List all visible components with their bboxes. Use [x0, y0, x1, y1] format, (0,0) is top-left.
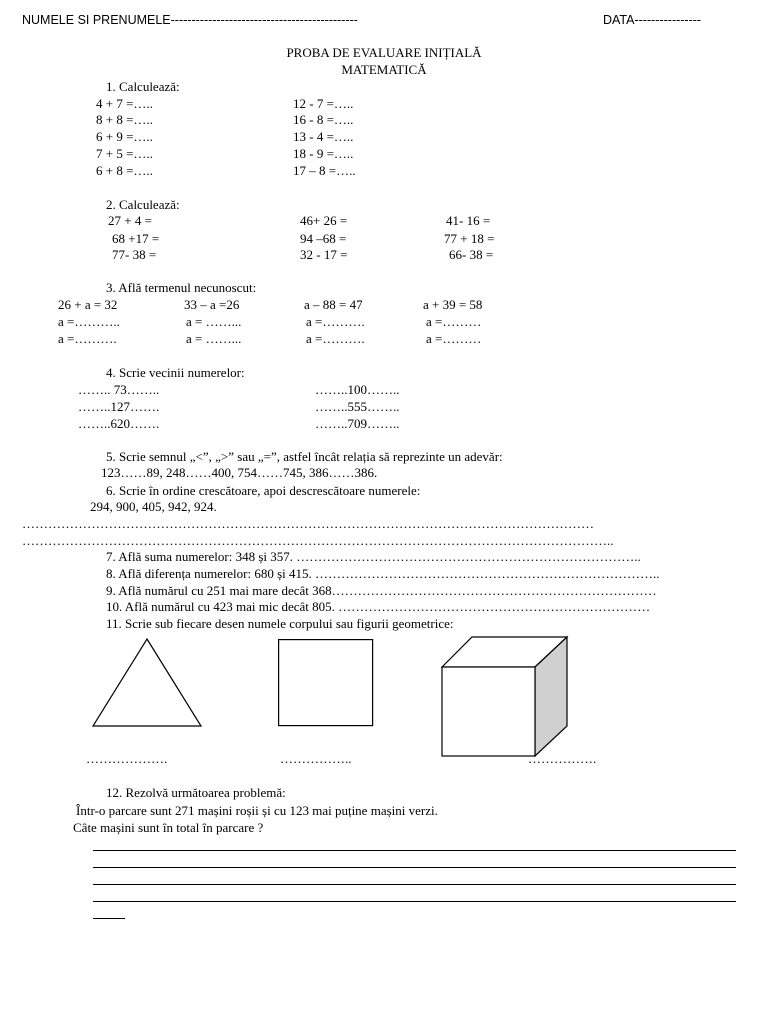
ex3-answer: a =………: [426, 314, 482, 329]
ex3-answer: a = ……...: [186, 314, 242, 329]
ex12-question: Câte mașini sunt în total în parcare ?: [73, 820, 264, 835]
ex5-heading: 5. Scrie semnul „<”, „>” sau „=”, astfel încât relația să reprezinte un adevăr:: [106, 449, 503, 464]
ex1-right-item: 17 – 8 =…..: [293, 163, 356, 178]
ex6-numbers: 294, 900, 405, 942, 924.: [90, 499, 217, 514]
ex4-item: ……..555……..: [315, 399, 400, 414]
ex3-answer: a =……….: [306, 314, 365, 329]
ex1-heading: 1. Calculează:: [106, 79, 180, 94]
ex3-equation: a – 88 = 47: [304, 297, 363, 312]
ex2-item: 68 +17 =: [112, 231, 160, 246]
answer-line: [93, 850, 736, 851]
ex4-heading: 4. Scrie vecinii numerelor:: [106, 365, 245, 380]
triangle-shape: [92, 638, 202, 728]
ex2-item: 77- 38 =: [112, 247, 157, 262]
ex2-item: 27 + 4 =: [108, 213, 152, 228]
ex1-left-item: 6 + 8 =…..: [96, 163, 153, 178]
ex2-item: 46+ 26 =: [300, 213, 348, 228]
ex12-heading: 12. Rezolvă următoarea problemă:: [106, 785, 286, 800]
ex1-right-item: 16 - 8 =…..: [293, 112, 354, 127]
cube-shape: [440, 635, 570, 757]
answer-line: [93, 884, 736, 885]
date-field-label: DATA----------------: [603, 13, 702, 27]
ex8-line: 8. Află diferența numerelor: 680 și 415. ……………………………………………………………………..: [106, 566, 660, 581]
shape-answer-blank: …………….: [528, 751, 597, 766]
ex4-item: …….. 73……..: [78, 382, 160, 397]
ex7-line: 7. Află suma numerelor: 348 și 357. ……………………………………………………………………..: [106, 549, 641, 564]
ex1-left-item: 4 + 7 =…..: [96, 96, 153, 111]
ex6-heading: 6. Scrie în ordine crescătoare, apoi descrescătoare numerele:: [106, 483, 421, 498]
page-title: PROBA DE EVALUARE INIȚIALĂ: [286, 45, 482, 60]
answer-line: [93, 867, 736, 868]
ex4-item: ……..709……..: [315, 416, 400, 431]
ex10-line: 10. Află numărul cu 423 mai mic decât 805. ………………………………………………………………: [106, 599, 651, 614]
ex2-heading: 2. Calculează:: [106, 197, 180, 212]
name-field-label: NUMELE SI PRENUMELE---------------------------------------------: [22, 13, 358, 27]
ex3-answer: a =………: [426, 331, 482, 346]
ex3-equation: a + 39 = 58: [423, 297, 483, 312]
ex3-answer: a =……….: [58, 331, 117, 346]
ex6-answer-line: ……………………………………………………………………………………………………………………: [22, 516, 594, 531]
ex2-item: 94 –68 =: [300, 231, 347, 246]
ex1-right-item: 12 - 7 =…..: [293, 96, 354, 111]
ex1-left-item: 7 + 5 =…..: [96, 146, 153, 161]
ex9-line: 9. Află numărul cu 251 mai mare decât 368…………………………………………………………………: [106, 583, 657, 598]
ex2-item: 32 - 17 =: [300, 247, 348, 262]
shape-answer-blank: ……………….: [86, 751, 168, 766]
ex12-problem-line: Într-o parcare sunt 271 mașini roșii și cu 123 mai puține mașini verzi.: [76, 803, 438, 818]
ex1-left-item: 6 + 9 =…..: [96, 129, 153, 144]
ex2-item: 41- 16 =: [446, 213, 491, 228]
ex3-answer: a =………..: [58, 314, 120, 329]
ex3-heading: 3. Află termenul necunoscut:: [106, 280, 257, 295]
ex11-heading: 11. Scrie sub fiecare desen numele corpului sau figurii geometrice:: [106, 616, 454, 631]
ex4-item: ……..620…….: [78, 416, 160, 431]
ex3-answer: a =……….: [306, 331, 365, 346]
answer-line: [93, 901, 736, 902]
ex3-equation: 33 – a =26: [184, 297, 240, 312]
ex1-right-item: 18 - 9 =…..: [293, 146, 354, 161]
ex2-item: 77 + 18 =: [444, 231, 495, 246]
ex6-answer-line: ………………………………………………………………………………………………………………………..: [22, 533, 614, 548]
ex1-right-item: 13 - 4 =…..: [293, 129, 354, 144]
ex4-item: ……..100……..: [315, 382, 400, 397]
ex1-left-item: 8 + 8 =…..: [96, 112, 153, 127]
answer-line: [93, 918, 125, 919]
ex3-answer: a = ……...: [186, 331, 242, 346]
ex3-equation: 26 + a = 32: [58, 297, 118, 312]
ex2-item: 66- 38 =: [449, 247, 494, 262]
page-subtitle: MATEMATICĂ: [341, 62, 427, 77]
square-shape: [278, 639, 374, 727]
ex5-comparisons: 123……89, 248……400, 754……745, 386……386.: [101, 465, 378, 480]
shape-answer-blank: ……………..: [280, 751, 352, 766]
ex4-item: ……..127…….: [78, 399, 160, 414]
